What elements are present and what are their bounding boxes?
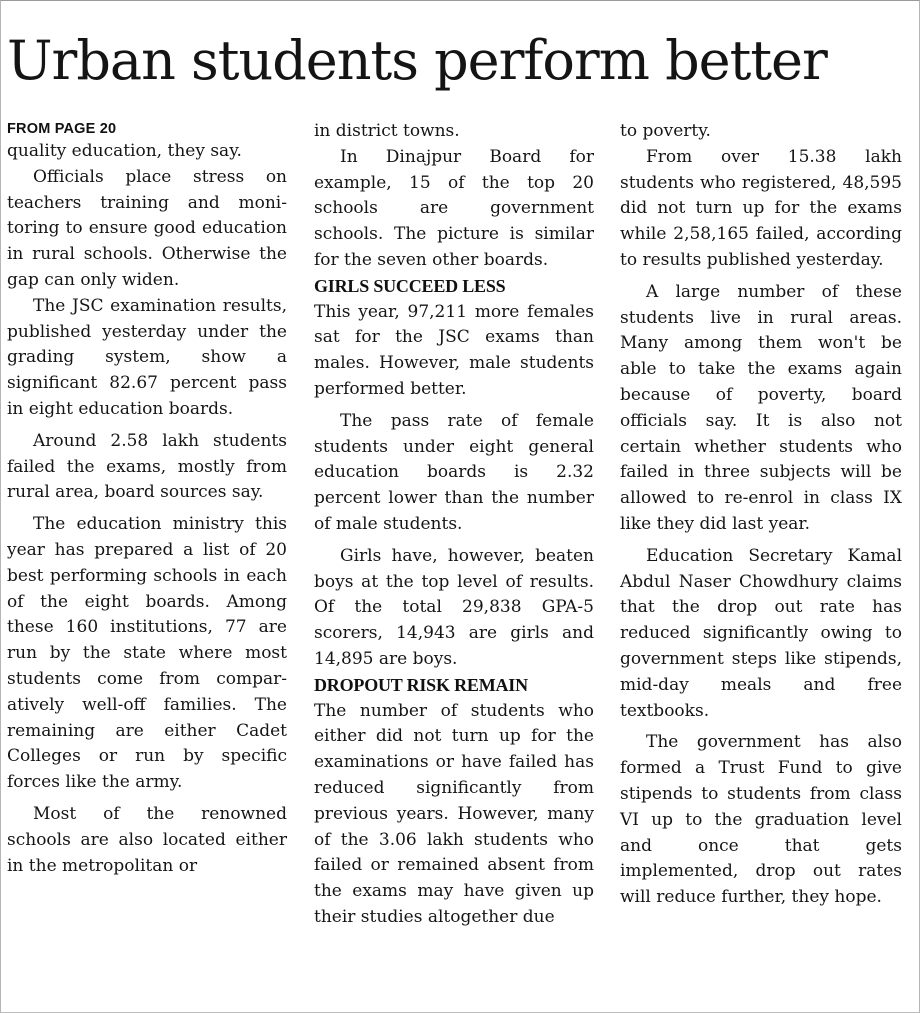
subheading-dropout-risk-remain: DROPOUT RISK REMAIN xyxy=(314,674,528,695)
paragraph: From over 15.38 lakh students who registered, 48,595 did not turn up for the exams while 2,58,165 failed, according to results published yesterday. xyxy=(620,146,902,270)
paragraph: Education Secretary Kamal Abdul Naser Chowdhury claims that the drop out rate has reduced significantly owing to government steps like stipends, mid-day meals and free textbooks. xyxy=(620,545,902,721)
article-column-3 xyxy=(620,119,902,911)
paragraph: A large number of these students live in rural areas. Many among them won't be able to take the exams again because of poverty, board officials say. It is also not certain whether students who failed in three subjects will be allowed to re-enrol in class IX like they did last year. xyxy=(620,281,902,534)
page-jump-kicker: FROM PAGE 20 xyxy=(7,121,117,137)
article-column-2 xyxy=(314,119,594,931)
paragraph: quality education, they say. xyxy=(7,141,242,161)
paragraph: in district towns. xyxy=(314,121,460,141)
paragraph: Girls have, however, beaten boys at the top level of results. Of the total 29,838 GPA-5 scorers, 14,943 are girls and 14,895 are boys. xyxy=(314,545,594,669)
paragraph: to poverty. xyxy=(620,121,711,141)
paragraph: Most of the renowned schools are also located either in the metropolitan or xyxy=(7,803,287,876)
paragraph: The JSC examination results, published yesterday under the grading system, show a significant 82.67 percent pass in eight education boards. xyxy=(7,295,287,419)
paragraph: This year, 97,211 more females sat for the JSC exams than males. However, male students performed better. xyxy=(314,301,594,399)
paragraph: The education ministry this year has prepared a list of 20 best performing schools in each of the eight boards. Among these 160 institutions, 77 are run by the state where most students come from comparatively well-off families. The remaining are either Cadet Colleges or run by specific forces like the army. xyxy=(7,514,287,793)
paragraph: Around 2.58 lakh students failed the exams, mostly from rural area, board sources say. xyxy=(7,430,287,503)
paragraph: The government has also formed a Trust Fund to give stipends to students from class VI up to the graduation level and once that gets implemented, drop out rates will reduce further, they hope. xyxy=(620,732,902,908)
paragraph: Officials place stress on teachers training and monitoring to ensure good education in rural schools. Otherwise the gap can only widen. xyxy=(7,166,287,290)
paragraph: The number of students who either did not turn up for the examinations or have failed has reduced significantly from previous years. However, many of the 3.06 lakh students who failed or remained absent from the exams may have given up their studies altogether due xyxy=(314,700,594,927)
headline: Urban students perform better xyxy=(7,29,827,92)
article-column-1 xyxy=(7,119,287,879)
paragraph: The pass rate of female students under eight general education boards is 2.32 percent lower than the number of male students. xyxy=(314,410,594,534)
subheading-girls-succeed-less: GIRLS SUCCEED LESS xyxy=(314,275,506,296)
paragraph: In Dinajpur Board for example, 15 of the top 20 schools are government schools. The picture is similar for the seven other boards. xyxy=(314,146,594,270)
